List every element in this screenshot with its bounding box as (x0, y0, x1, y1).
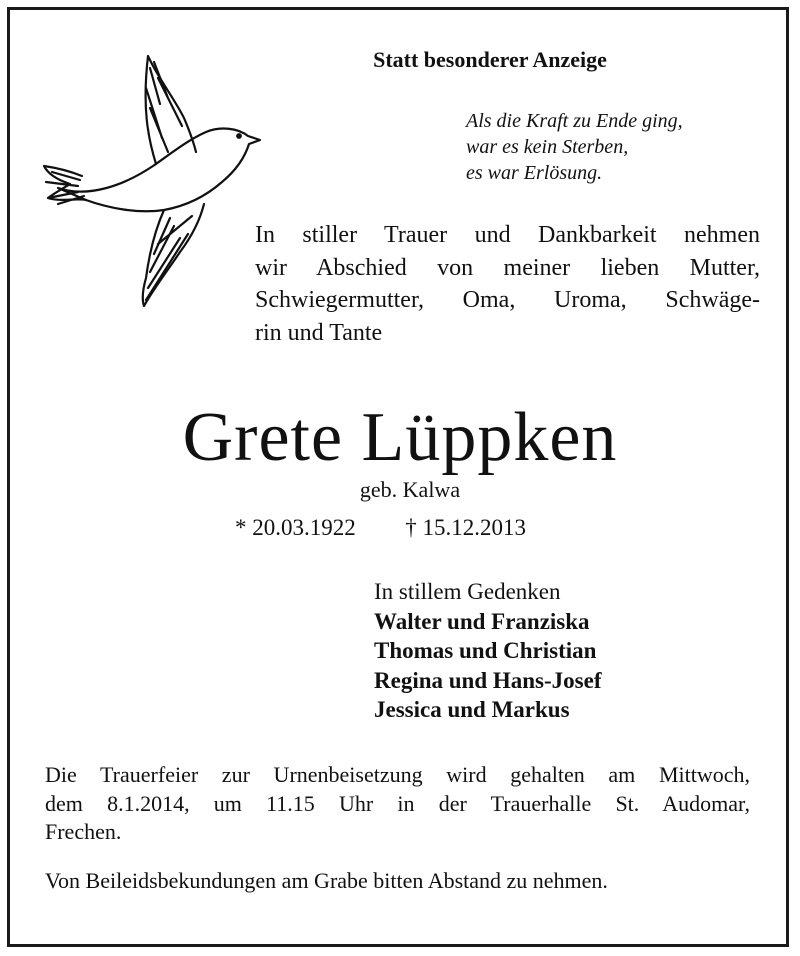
service-line: dem 8.1.2014, um 11.15 Uhr in der Trauerhalle St. Audomar, (45, 790, 750, 816)
intro-line: rin und Tante (255, 319, 383, 346)
condolence-note: Von Beileidsbekundungen am Grabe bitten Abstand zu nehmen. (45, 868, 608, 893)
intro-text (255, 219, 760, 349)
life-dates (235, 515, 526, 541)
intro-line: In stiller Trauer und Dankbarkeit nehmen (255, 222, 760, 248)
service-line: Die Trauerfeier zur Urnenbeisetzung wird gehalten am Mittwoch, (45, 762, 750, 787)
death-date: † 15.12.2013 (405, 515, 526, 540)
quote (466, 108, 766, 186)
quote-line: war es kein Sterben, (466, 136, 629, 158)
service-info (45, 761, 750, 847)
maiden-name: geb. Kalwa (359, 477, 461, 502)
quote-line: es war Erlösung. (466, 162, 603, 184)
notice-header: Statt besonderer Anzeige (373, 47, 607, 72)
mourner: Jessica und Markus (374, 697, 570, 722)
mourner: Walter und Franziska (374, 608, 590, 634)
mourners-heading: In stillem Gedenken (374, 579, 561, 604)
service-line: Frechen. (45, 819, 122, 844)
mourners (374, 577, 601, 725)
intro-line: Schwiegermutter, Oma, Uroma, Schwäge- (255, 287, 760, 313)
mourner: Regina und Hans-Josef (374, 667, 602, 693)
birth-date: * 20.03.1922 (235, 515, 356, 540)
intro-line: wir Abschied von meiner lieben Mutter, (255, 254, 760, 281)
dove-icon (38, 48, 268, 308)
mourner: Thomas und Christian (374, 638, 597, 663)
quote-line: Als die Kraft zu Ende ging, (466, 110, 683, 132)
deceased-name: Grete Lüppken (182, 399, 618, 476)
